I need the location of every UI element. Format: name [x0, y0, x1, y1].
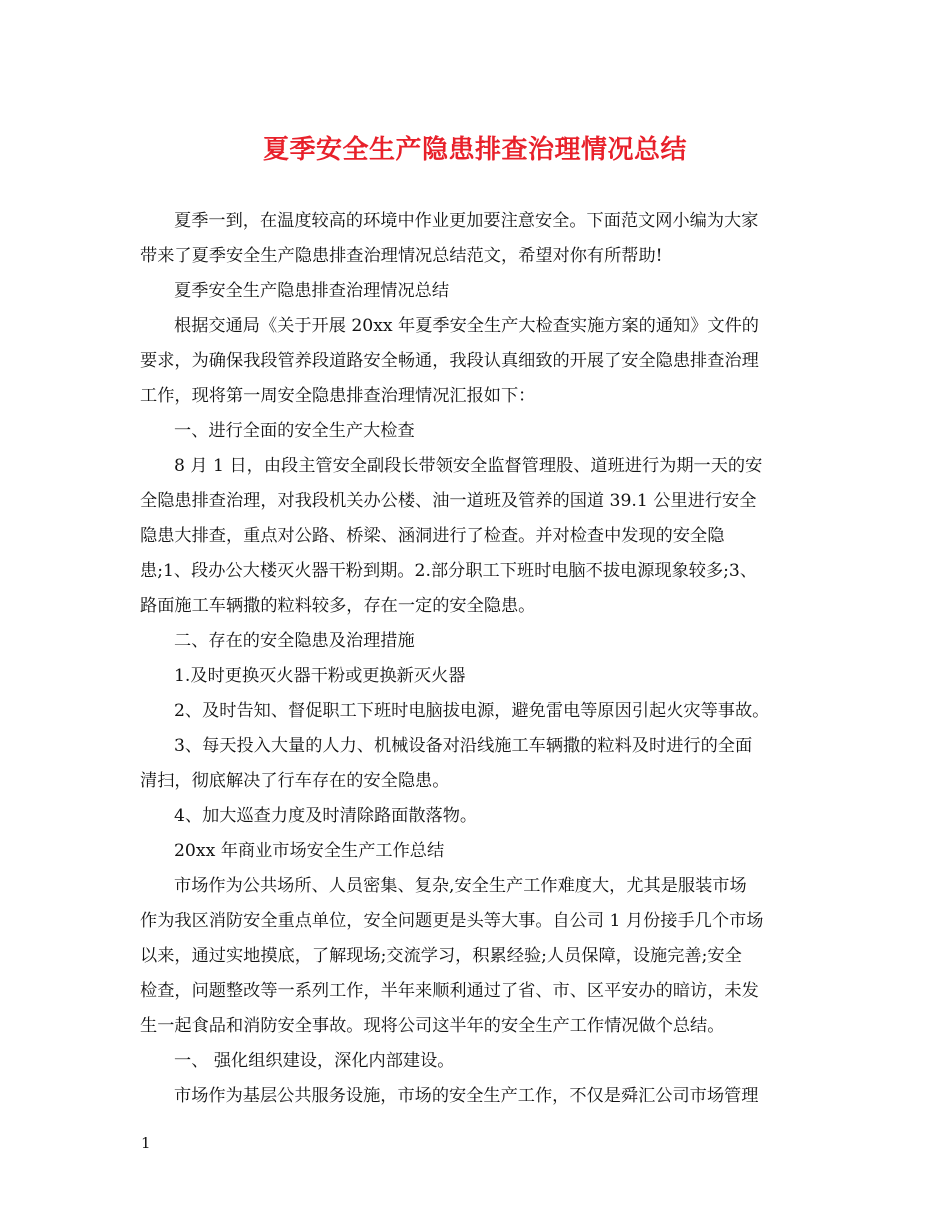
document-text-line: 患;1、段办公大楼灭火器干粉到期。2.部分职工下班时电脑不拔电源现象较多;3、	[140, 561, 758, 581]
document-text-line: 带来了夏季安全生产隐患排查治理情况总结范文，希望对你有所帮助!	[140, 246, 663, 266]
document-text-line: 市场作为基层公共服务设施，市场的安全生产工作，不仅是舜汇公司市场管理	[174, 1086, 759, 1106]
document-text-line: 工作，现将第一周安全隐患排查治理情况汇报如下：	[140, 386, 536, 406]
document-body	[140, 204, 812, 1114]
document-text-line: 一、 强化组织建设，深化内部建设。	[174, 1051, 455, 1071]
document-text-line: 以来，通过实地摸底，了解现场;交流学习，积累经验;人员保障，设施完善;安全	[140, 946, 742, 966]
document-text-line: 二、存在的安全隐患及治理措施	[174, 631, 415, 651]
document-text-line: 生一起食品和消防安全事故。现将公司这半年的安全生产工作情况做个总结。	[140, 1016, 725, 1036]
document-text-line: 作为我区消防安全重点单位，安全问题更是头等大事。自公司 1 月份接手几个市场	[140, 911, 764, 931]
document-text-line: 要求，为确保我段管养段道路安全畅通，我段认真细致的开展了安全隐患排查治理	[140, 351, 759, 371]
document-text-line: 3、每天投入大量的人力、机械设备对沿线施工车辆撒的粒料及时进行的全面	[174, 736, 753, 756]
document-text-line: 1.及时更换灭火器干粉或更换新灭火器	[174, 666, 466, 686]
document-text-line: 夏季一到，在温度较高的环境中作业更加要注意安全。下面范文网小编为大家	[174, 211, 759, 231]
document-text-line: 全隐患排查治理，对我段机关办公楼、油一道班及管养的国道 39.1 公里进行安全	[140, 491, 757, 511]
document-text-line: 8 月 1 日，由段主管安全副段长带领安全监督管理股、道班进行为期一天的安	[174, 456, 763, 476]
document-text-line: 路面施工车辆撒的粒料较多，存在一定的安全隐患。	[140, 596, 536, 616]
document-text-line: 2、及时告知、督促职工下班时电脑拔电源，避免雷电等原因引起火灾等事故。	[174, 701, 770, 721]
document-text-line: 市场作为公共场所、人员密集、复杂,安全生产工作难度大，尤其是服装市场	[174, 876, 747, 896]
document-text-line: 一、进行全面的安全生产大检查	[174, 421, 415, 441]
page-number: 1	[141, 1134, 151, 1152]
document-text-line: 检查，问题整改等一系列工作，半年来顺利通过了省、市、区平安办的暗访，未发	[140, 981, 759, 1001]
document-text-line: 隐患大排查，重点对公路、桥梁、涵洞进行了检查。并对检查中发现的安全隐	[140, 526, 725, 546]
document-text-line: 20xx 年商业市场安全生产工作总结	[174, 841, 445, 861]
document-text-line: 夏季安全生产隐患排查治理情况总结	[174, 281, 450, 301]
document-text-line: 根据交通局《关于开展 20xx 年夏季安全生产大检查实施方案的通知》文件的	[174, 316, 759, 336]
document-title: 夏季安全生产隐患排查治理情况总结	[262, 135, 687, 165]
document-text-line: 4、加大巡查力度及时清除路面散落物。	[174, 806, 478, 826]
document-text-line: 清扫，彻底解决了行车存在的安全隐患。	[140, 771, 450, 791]
